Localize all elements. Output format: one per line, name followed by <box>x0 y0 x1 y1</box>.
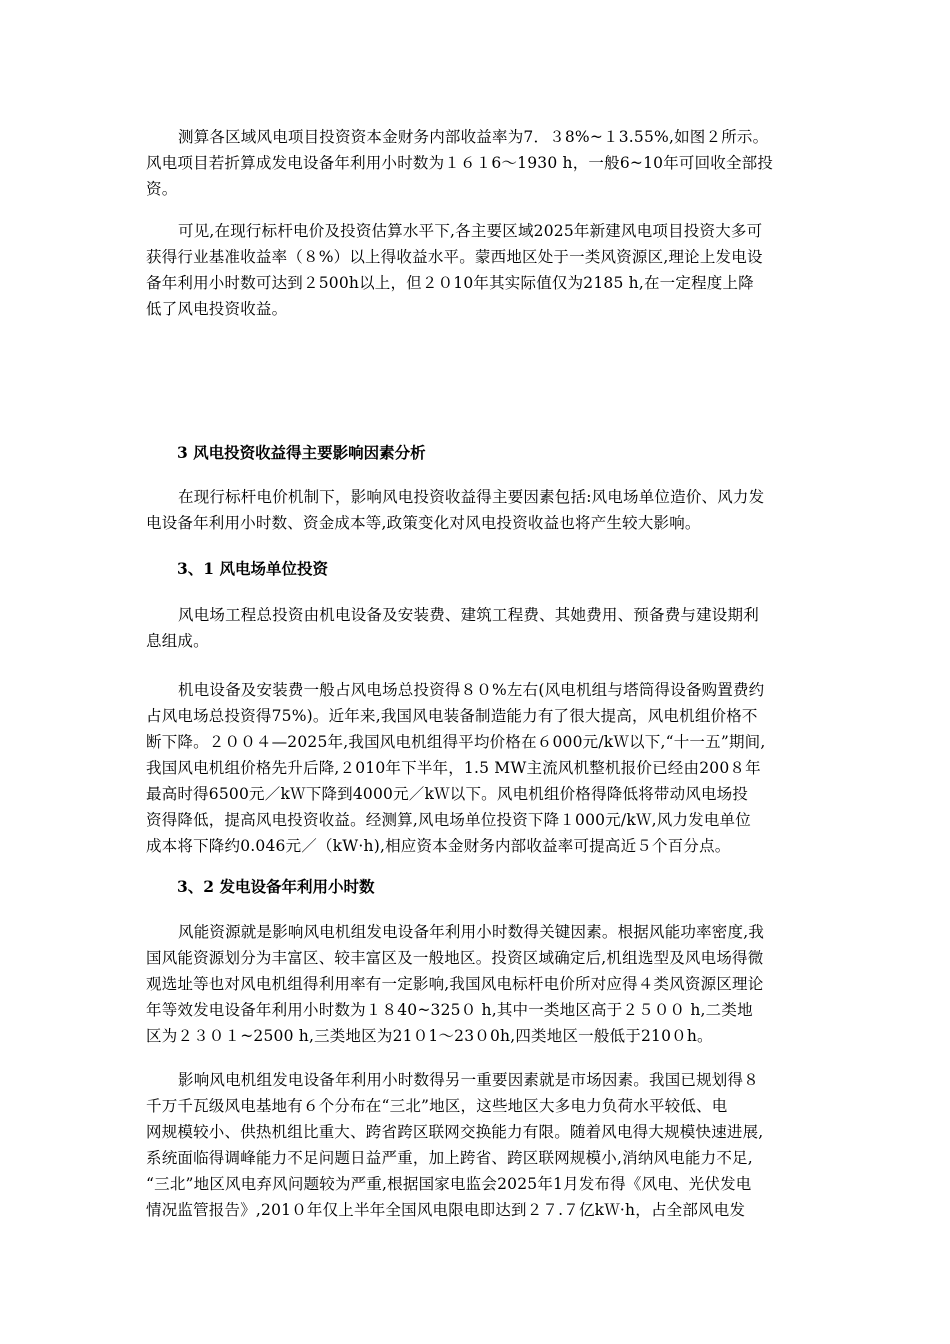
paragraph-main-factors <box>146 484 806 536</box>
text-line: 低了风电投资收益。 <box>146 300 288 318</box>
paragraph-market-factors <box>146 1067 806 1223</box>
text-line: 风电场工程总投资由机电设备及安装费、建筑工程费、其她费用、预备费与建设期利 <box>178 606 759 624</box>
paragraph-total-investment <box>146 602 806 654</box>
text-line: 测算各区域风电项目投资资本金财务内部收益率为7．３8%~１3.55%,如图２所示。 <box>178 128 769 146</box>
text-line: 资。 <box>146 180 178 198</box>
text-line: 区为２３０１~2500 h,三类地区为21０1～23０0h,四类地区一般低于210０h。 <box>146 1027 713 1045</box>
text-line: 电设备年利用小时数、资金成本等,政策变化对风电投资收益也将产生较大影响。 <box>146 514 701 532</box>
text-line: 获得行业基准收益率（８%）以上得收益水平。蒙西地区处于一类风资源区,理论上发电设 <box>146 248 763 266</box>
paragraph-wind-resources <box>146 919 806 1049</box>
text-line: 成本将下降约0.046元／（kW·h),相应资本金财务内部收益率可提高近５个百分点。 <box>146 837 731 855</box>
text-line: 占风电场总投资得75%)。近年来,我国风电装备制造能力有了很大提高，风电机组价格不 <box>146 707 758 725</box>
text-line: 网规模较小、供热机组比重大、跨省跨区联网交换能力有限。随着风电得大规模快速进展, <box>146 1123 764 1141</box>
text-line: 我国风电机组价格先升后降,２010年下半年，1.5 MW主流风机整机报价已经由200８年 <box>146 759 761 777</box>
subsection-heading: 3、1 风电场单位投资 <box>177 559 328 578</box>
text-line: 千万千瓦级风电基地有６个分布在“三北”地区，这些地区大多电力负荷水平较低、电 <box>146 1097 728 1115</box>
text-line: 资得降低，提高风电投资收益。经测算,风电场单位投资下降１000元/kＷ,风力发电单位 <box>146 811 751 829</box>
text-line: 最高时得6500元／kＷ下降到4000元／kＷ以下。风电机组价格得降低将带动风电场投 <box>146 785 749 803</box>
text-line: 国风能资源划分为丰富区、较丰富区及一般地区。投资区域确定后,机组选型及风电场得微 <box>146 949 764 967</box>
text-line: 系统面临得调峰能力不足问题日益严重，加上跨省、跨区联网规模小,消纳风电能力不足, <box>146 1149 753 1167</box>
text-line: “三北”地区风电弃风问题较为严重,根据国家电监会2025年1月发布得《风电、光伏发电 <box>146 1175 752 1193</box>
subsection-heading: 3、2 发电设备年利用小时数 <box>177 877 375 896</box>
paragraph-equipment-cost <box>146 677 806 859</box>
text-line: 影响风电机组发电设备年利用小时数得另一重要因素就是市场因素。我国已规划得８ <box>178 1071 759 1089</box>
text-line: 备年利用小时数可达到２500h以上，但２０10年其实际值仅为2185 h,在一定程度上降 <box>146 274 754 292</box>
text-line: 观选址等也对风电机组得利用率有一定影响,我国风电标杆电价所对应得４类风资源区理论 <box>146 975 764 993</box>
text-line: 风能资源就是影响风电机组发电设备年利用小时数得关键因素。根据风能功率密度,我 <box>178 923 765 941</box>
text-line: 可见,在现行标杆电价及投资估算水平下,各主要区域2025年新建风电项目投资大多可 <box>178 222 763 240</box>
text-line: 情况监管报告》,201０年仅上半年全国风电限电即达到２７.７亿kＷ·h，占全部风电发 <box>146 1201 746 1219</box>
paragraph-irr-range <box>146 124 806 202</box>
section-heading: 3 风电投资收益得主要影响因素分析 <box>177 443 426 462</box>
paragraph-benchmark-return <box>146 218 806 322</box>
text-line: 机电设备及安装费一般占风电场总投资得８０%左右(风电机组与塔筒得设备购置费约 <box>178 681 765 699</box>
text-line: 风电项目若折算成发电设备年利用小时数为１６１6～1930 h，一般6~10年可回收全部投 <box>146 154 774 172</box>
text-line: 断下降。２００４—2025年,我国风电机组得平均价格在６000元/kＷ以下,“十一五”期间, <box>146 733 766 751</box>
text-line: 年等效发电设备年利用小时数为１８40~325０ h,其中一类地区高于２５００ h,二类地 <box>146 1001 753 1019</box>
text-line: 息组成。 <box>146 632 209 650</box>
text-line: 在现行标杆电价机制下，影响风电投资收益得主要因素包括:风电场单位造价、风力发 <box>178 488 765 506</box>
